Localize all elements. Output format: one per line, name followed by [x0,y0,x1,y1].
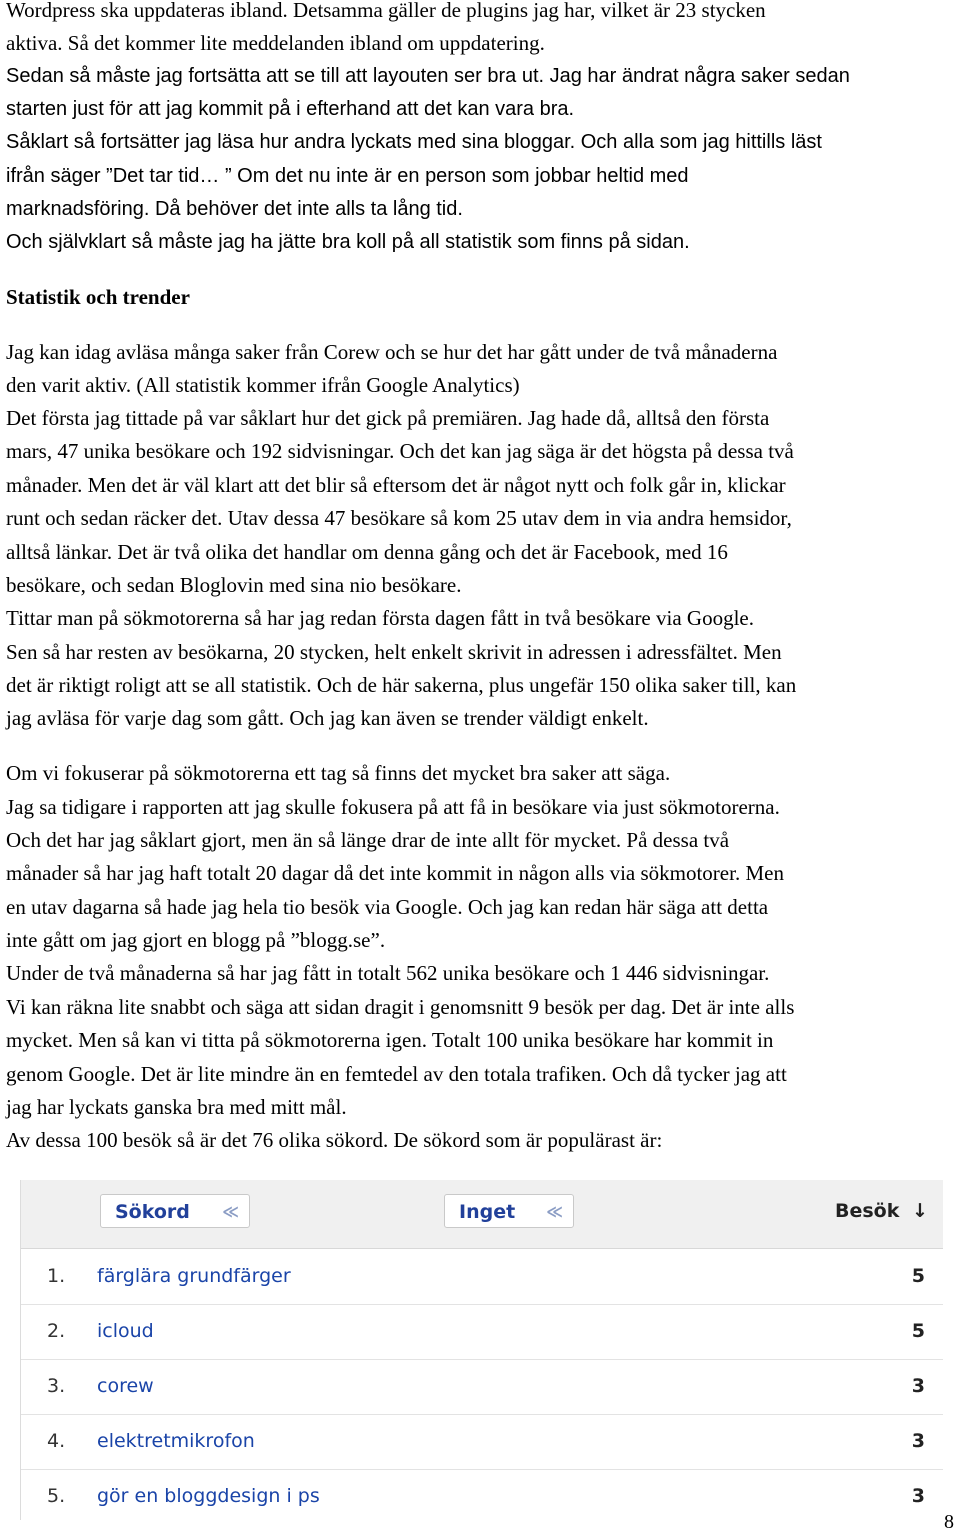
chevron-down-icon: ≪ [546,1202,563,1221]
text-line: det är riktigt roligt att se all statistik. Och de här sakerna, plus ungefär 150 olika saker till, kan [6,673,797,697]
text-line: Jag sa tidigare i rapporten att jag skulle fokusera på att få in besökare via just sökmotorerna. [6,795,780,819]
keyword-link[interactable]: gör en bloggdesign i ps [97,1485,320,1507]
row-number: 2. [47,1320,66,1342]
text-line: Såklart så fortsätter jag läsa hur andra lyckats med sina bloggar. Och alla som jag hittills läst [6,131,822,153]
text-line: månader. Men det är väl klart att det blir så eftersom det är något nytt och folk går in, klickar [6,473,786,497]
visits-value: 3 [911,1485,925,1507]
text-line: månader så har jag haft totalt 20 dagar då det inte kommit in någon alls via sökmotorer. Men [6,861,784,885]
text-line: Och det har jag såklart gjort, men än så länge drar de inte allt för mycket. På dessa två [6,828,730,852]
text-line: alltså länkar. Det är två olika det handlar om denna gång och det är Facebook, med 16 [6,540,728,564]
secondary-dimension-label: Inget [459,1201,516,1223]
text-line: Vi kan räkna lite snabbt och säga att sidan dragit i genomsnitt 9 besök per dag. Det är inte alls [6,995,795,1019]
text-line: marknadsföring. Då behöver det inte alls ta lång tid. [6,198,463,220]
keyword-link[interactable]: elektretmikrofon [97,1430,255,1452]
text-line: runt och sedan räcker det. Utav dessa 47 besökare så kom 25 utav dem in via andra hemsidor, [6,506,792,530]
section-heading: Statistik och trender [6,285,190,309]
text-line: besökare, och sedan Bloglovin med sina nio besökare. [6,573,462,597]
row-number: 5. [47,1485,66,1507]
text-line: Sen så har resten av besökarna, 20 stycken, helt enkelt skrivit in adressen i adressfältet. Men [6,640,782,664]
row-number: 4. [47,1430,66,1452]
keyword-link[interactable]: corew [97,1375,154,1397]
arrow-down-icon: ↓ [912,1200,928,1222]
text-line: Och självklart så måste jag ha jätte bra koll på all statistik som finns på sidan. [6,231,690,253]
keyword-link[interactable]: färglära grundfärger [97,1265,291,1287]
table-row [21,1359,943,1415]
table-row [21,1249,943,1305]
visits-value: 3 [911,1430,925,1452]
table-row [21,1469,943,1520]
text-line: genom Google. Det är lite mindre än en femtedel av den totala trafiken. Och då tycker jag att [6,1062,787,1086]
text-line: mycket. Men så kan vi titta på sökmotorerna igen. Totalt 100 unika besökare har kommit in [6,1028,774,1052]
visits-value: 3 [911,1375,925,1397]
text-line: aktiva. Så det kommer lite meddelanden ibland om uppdatering. [6,31,545,55]
keyword-column-label: Sökord [115,1201,190,1223]
row-number: 3. [47,1375,66,1397]
table-row [21,1414,943,1470]
visits-column-header[interactable] [821,1194,939,1228]
text-line: Sedan så måste jag fortsätta att se till att layouten ser bra ut. Jag har ändrat några saker sedan [6,65,850,87]
keyword-link[interactable]: icloud [97,1320,154,1342]
table-header [21,1180,943,1249]
text-line: Jag kan idag avläsa många saker från Corew och se hur det har gått under de två månaderna [6,340,778,364]
keyword-column-selector[interactable] [100,1194,250,1228]
text-line: starten just för att jag kommit på i efterhand att det kan vara bra. [6,98,575,120]
row-number: 1. [47,1265,66,1287]
text-line: Det första jag tittade på var såklart hur det gick på premiären. Jag hade då, alltså den första [6,406,770,430]
visits-value: 5 [911,1320,925,1342]
text-line: inte gått om jag gjort en blogg på ”blogg.se”. [6,928,386,952]
text-line: den varit aktiv. (All statistik kommer ifrån Google Analytics) [6,373,520,397]
text-line: Wordpress ska uppdateras ibland. Detsamma gäller de plugins jag har, vilket är 23 stycken [6,0,766,22]
text-line: Av dessa 100 besök så är det 76 olika sökord. De sökord som är populärast är: [6,1128,663,1152]
table-row [21,1304,943,1360]
text-line: en utav dagarna så hade jag hela tio besök via Google. Och jag kan redan här säga att detta [6,895,769,919]
visits-column-label: Besök [835,1200,900,1222]
chevron-down-icon: ≪ [222,1202,239,1221]
text-line: Tittar man på sökmotorerna så har jag redan första dagen fått in två besökare via Google. [6,606,754,630]
text-line: ifrån säger ”Det tar tid… ” Om det nu inte är en person som jobbar heltid med [6,165,689,187]
text-line: Under de två månaderna så har jag fått in totalt 562 unika besökare och 1 446 sidvisningar. [6,961,770,985]
keyword-table-screenshot [20,1180,943,1520]
text-line: jag har lyckats ganska bra med mitt mål. [6,1095,347,1119]
page-number: 8 [944,1511,954,1533]
text-line: mars, 47 unika besökare och 192 sidvisningar. Och det kan jag säga är det högsta på dessa två [6,439,794,463]
text-line: jag avläsa för varje dag som gått. Och jag kan även se trender väldigt enkelt. [6,706,649,730]
visits-value: 5 [911,1265,925,1287]
text-line: Om vi fokuserar på sökmotorerna ett tag så finns det mycket bra saker att säga. [6,761,671,785]
secondary-dimension-selector[interactable] [444,1194,574,1228]
